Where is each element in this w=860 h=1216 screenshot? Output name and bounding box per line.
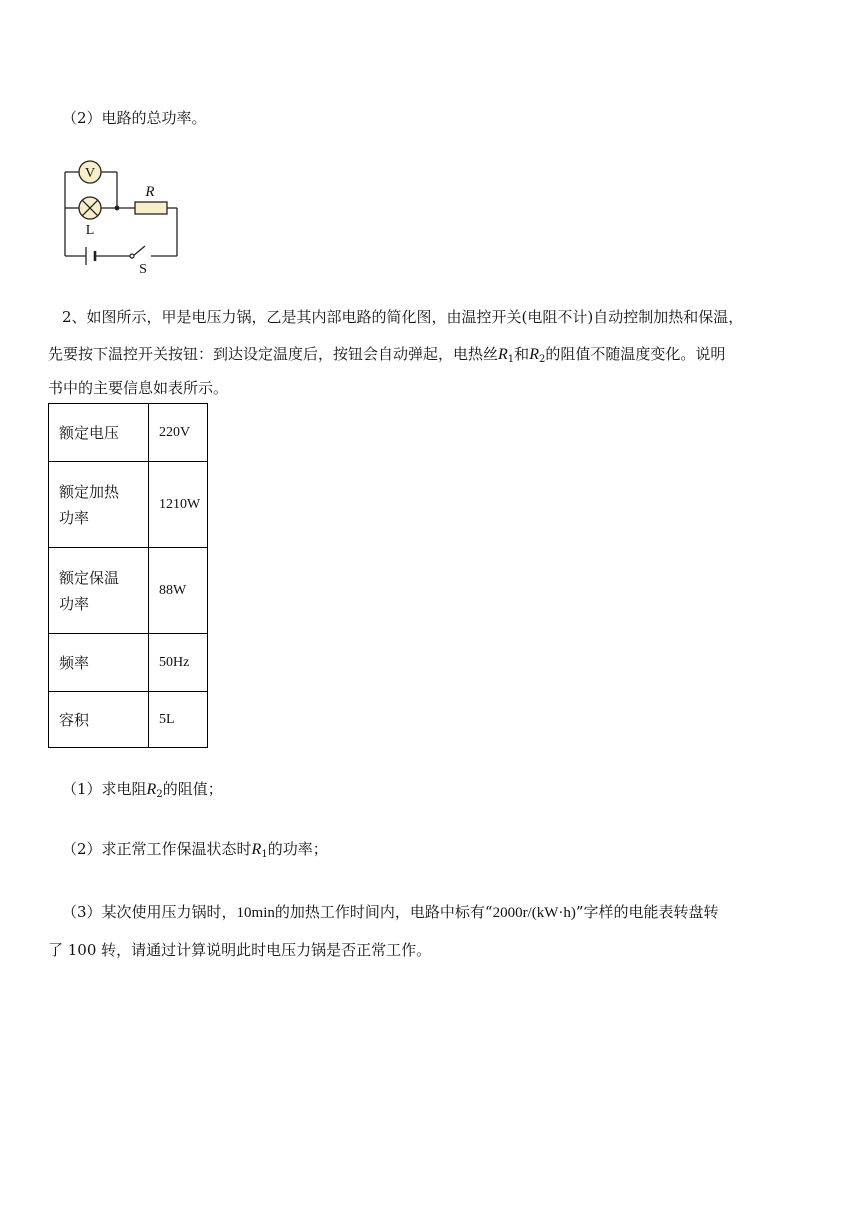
spec-table-row [49,462,208,548]
lamp-symbol [79,197,101,219]
spec-key-line: 额定加热 [59,482,120,501]
sub-question-3-line-2: 了 100 转，请通过计算说明此时电压力锅是否正常工作。 [48,941,432,959]
spec-key [49,462,149,548]
spec-table [48,403,208,748]
resistor-symbol [135,202,167,214]
spec-key-line: 频率 [59,653,90,672]
sub-question-1: （1）求电阻$R_2$的阻值； [62,780,223,800]
question-2-line-3: 书中的主要信息如表所示。 [48,379,229,397]
spec-key-line: 额定保温 [59,568,120,587]
question-2-line-2: 先要按下温控开关按钮：到达设定温度后，按钮会自动弹起，电热丝$R_1$和$R_2$的阻值不随温度变化。说明 [48,345,726,365]
spec-key [49,404,149,462]
question-2-line-1: 2、如图所示，甲是电压力锅，乙是其内部电路的简化图，由温控开关(电阻不计)自动控制加热和保温， [62,308,744,326]
question-1-part-2: （2）电路的总功率。 [62,109,207,127]
lamp-label: L [85,223,95,238]
voltmeter-label: V [84,166,96,181]
spec-key-line: 容积 [59,710,90,729]
spec-value: 88W [149,548,208,634]
spec-table-row [49,548,208,634]
spec-key-line: 额定电压 [59,423,120,442]
battery-symbol [86,247,95,265]
circuit-diagram [55,152,185,277]
spec-key-line: 功率 [59,508,90,527]
spec-value: 1210W [149,462,208,548]
spec-table-row [49,692,208,748]
sub-question-3-line-1: （3）某次使用压力锅时，10min的加热工作时间内，电路中标有“2000r/(kW·h)”字样的电能表转盘转 [62,903,719,921]
switch-symbol [130,254,134,258]
spec-value: 220V [149,404,208,462]
switch-label: S [139,262,147,277]
spec-value: 50Hz [149,634,208,692]
junction-dot [115,206,120,211]
sub-question-2: （2）求正常工作保温状态时$R_1$的功率； [62,840,328,860]
resistor-label: R [145,184,155,200]
voltmeter-symbol [79,161,101,183]
spec-key [49,692,149,748]
spec-key [49,634,149,692]
spec-key [49,548,149,634]
spec-value: 5L [149,692,208,748]
spec-table-row [49,404,208,462]
spec-key-line: 功率 [59,594,90,613]
spec-table-row [49,634,208,692]
